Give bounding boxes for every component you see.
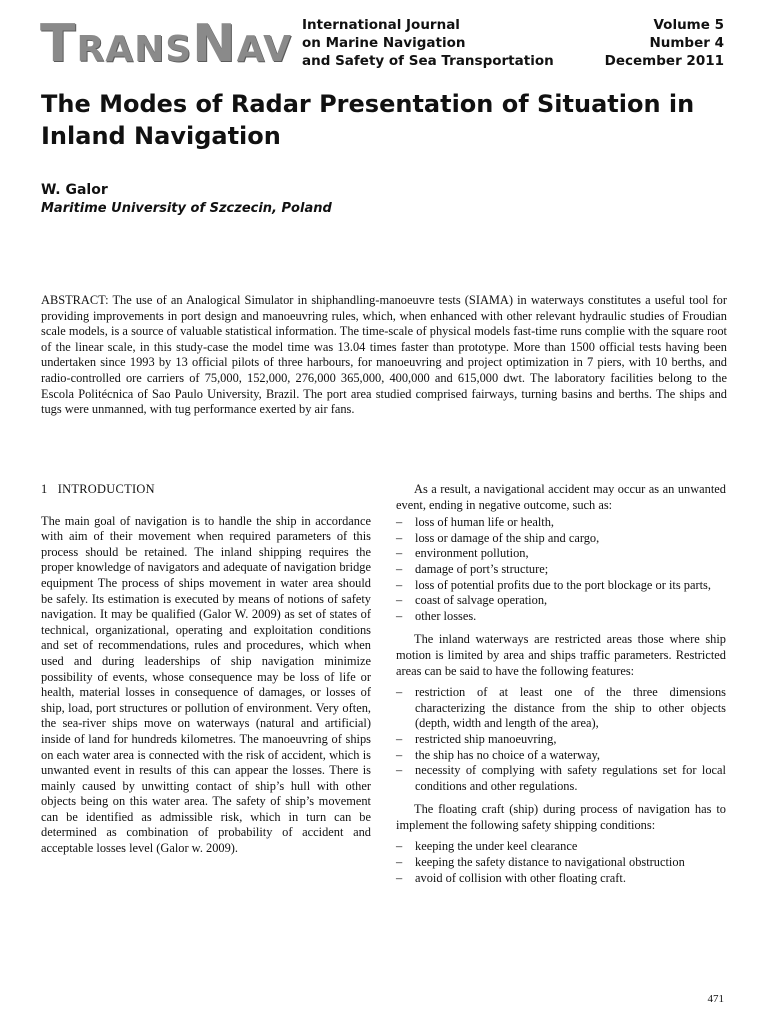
journal-line: and Safety of Sea Transportation — [302, 53, 554, 69]
paragraph: As a result, a navigational accident may occur as an unwanted event, ending in negative outcome, such as: — [396, 482, 726, 512]
article-title: The Modes of Radar Presentation of Situation in Inland Navigation — [41, 90, 695, 150]
list-item: – restricted ship manoeuvring, — [396, 732, 726, 748]
right-column — [396, 482, 726, 886]
list-item: – coast of salvage operation, — [396, 593, 726, 609]
conditions-list — [396, 839, 726, 886]
features-list — [396, 685, 726, 794]
journal-name — [302, 16, 554, 70]
list-item: – restriction of at least one of the three dimensions characterizing the distance from the ship to other objects (depth, width and length of the area), — [396, 685, 726, 732]
list-item: – keeping the safety distance to navigational obstruction — [396, 855, 726, 871]
paragraph: The inland waterways are restricted areas those where ship motion is limited by area and ships traffic parameters. Restricted areas can be said to have the following features: — [396, 632, 726, 678]
list-item: – environment pollution, — [396, 546, 726, 562]
list-item: – damage of port’s structure; — [396, 562, 726, 578]
list-item: – loss of potential profits due to the port blockage or its parts, — [396, 578, 726, 594]
list-item: – avoid of collision with other floating craft. — [396, 871, 726, 887]
intro-paragraph: The main goal of navigation is to handle the ship in accordance with aim of their movement when required parameters of this process should be retained. The inland shipping requires the proper knowledge of navigators and adequate of navigation bridge equipment The process of ships movement in water area should be safely. Its estimation is executed by means of notions of safety navigation. It may be qualified (Galor W. 2009) as set of states of technical, organizational, operating and exploitation conditions and set of recommendations, rules and procedures, which when used and during leaderships of ship navigation minimize possibility of events, whose consequence may be loss of life or health, material losses in consequence of damages, or losses of ship, load, port structures or pollution of environment. Very often, the sea-river ships move on waterways (natural and artificial) inside of land for hundreds kilometres. The manoeuvring of ships on each water area is connected with the risk of accident, which is unwanted event in results of this can appear the losses. There is mainly caused by unwitting contact of ship’s hull with other objects being on this water area. The safety of ship’s movement can be identified as admissible risk, which in turn can be determined as combination of probability of accident and acceptable losses level (Galor w. 2009). — [41, 513, 371, 856]
author-name: W. Galor — [41, 182, 108, 198]
author-affiliation: Maritime University of Szczecin, Poland — [41, 201, 332, 216]
list-item: – necessity of complying with safety regulations set for local conditions and other regulations. — [396, 763, 726, 794]
volume: Volume 5 — [653, 17, 724, 33]
issue-number: Number 4 — [649, 35, 724, 51]
outcome-list — [396, 515, 726, 624]
issue-date: December 2011 — [604, 53, 724, 69]
list-item: – keeping the under keel clearance — [396, 839, 726, 855]
section-heading: 1 INTRODUCTION — [41, 482, 155, 496]
list-item: – other losses. — [396, 609, 726, 625]
left-column — [41, 482, 371, 857]
abstract: ABSTRACT: The use of an Analogical Simulator in shiphandling-manoeuvre tests (SIAMA) in waterways constitutes a useful tool for providing improvements in port design and manoeuvring rules, which, when enhanced with other relevant hydraulic studies of Froudian scale models, is a source of valuable statistical information. The time-scale of physical models fast-time runs complie with the square root of the linear scale, in this study-case the model time was 13.04 times faster than prototype. More than 1500 official tests having been undertaken since 1993 by 13 official pilots of three harbours, for manoeuvring and project optimization in 7 piers, with 10 berths, and radio-controlled ore carriers of 75,000, 152,000, 276,000 365,000, 400,000 and 615,000 dwt. The laboratory facilities belong to the Escola Politécnica of Sao Paulo University, Brazil. The port area studied comprised fairways, turning basins and berths. The ships and tugs were unmanned, with tug performance exerted by air fans. — [41, 293, 727, 417]
list-item: – loss of human life or health, — [396, 515, 726, 531]
issue-info — [605, 16, 724, 70]
page-number: 471 — [707, 993, 724, 1005]
journal-line: on Marine Navigation — [302, 35, 466, 51]
paragraph: The floating craft (ship) during process of navigation has to implement the following safety shipping conditions: — [396, 802, 726, 832]
list-item: – loss or damage of the ship and cargo, — [396, 531, 726, 547]
list-item: – the ship has no choice of a waterway, — [396, 748, 726, 764]
journal-line: International Journal — [302, 17, 460, 33]
journal-logo: TRANSNAV — [40, 14, 292, 74]
